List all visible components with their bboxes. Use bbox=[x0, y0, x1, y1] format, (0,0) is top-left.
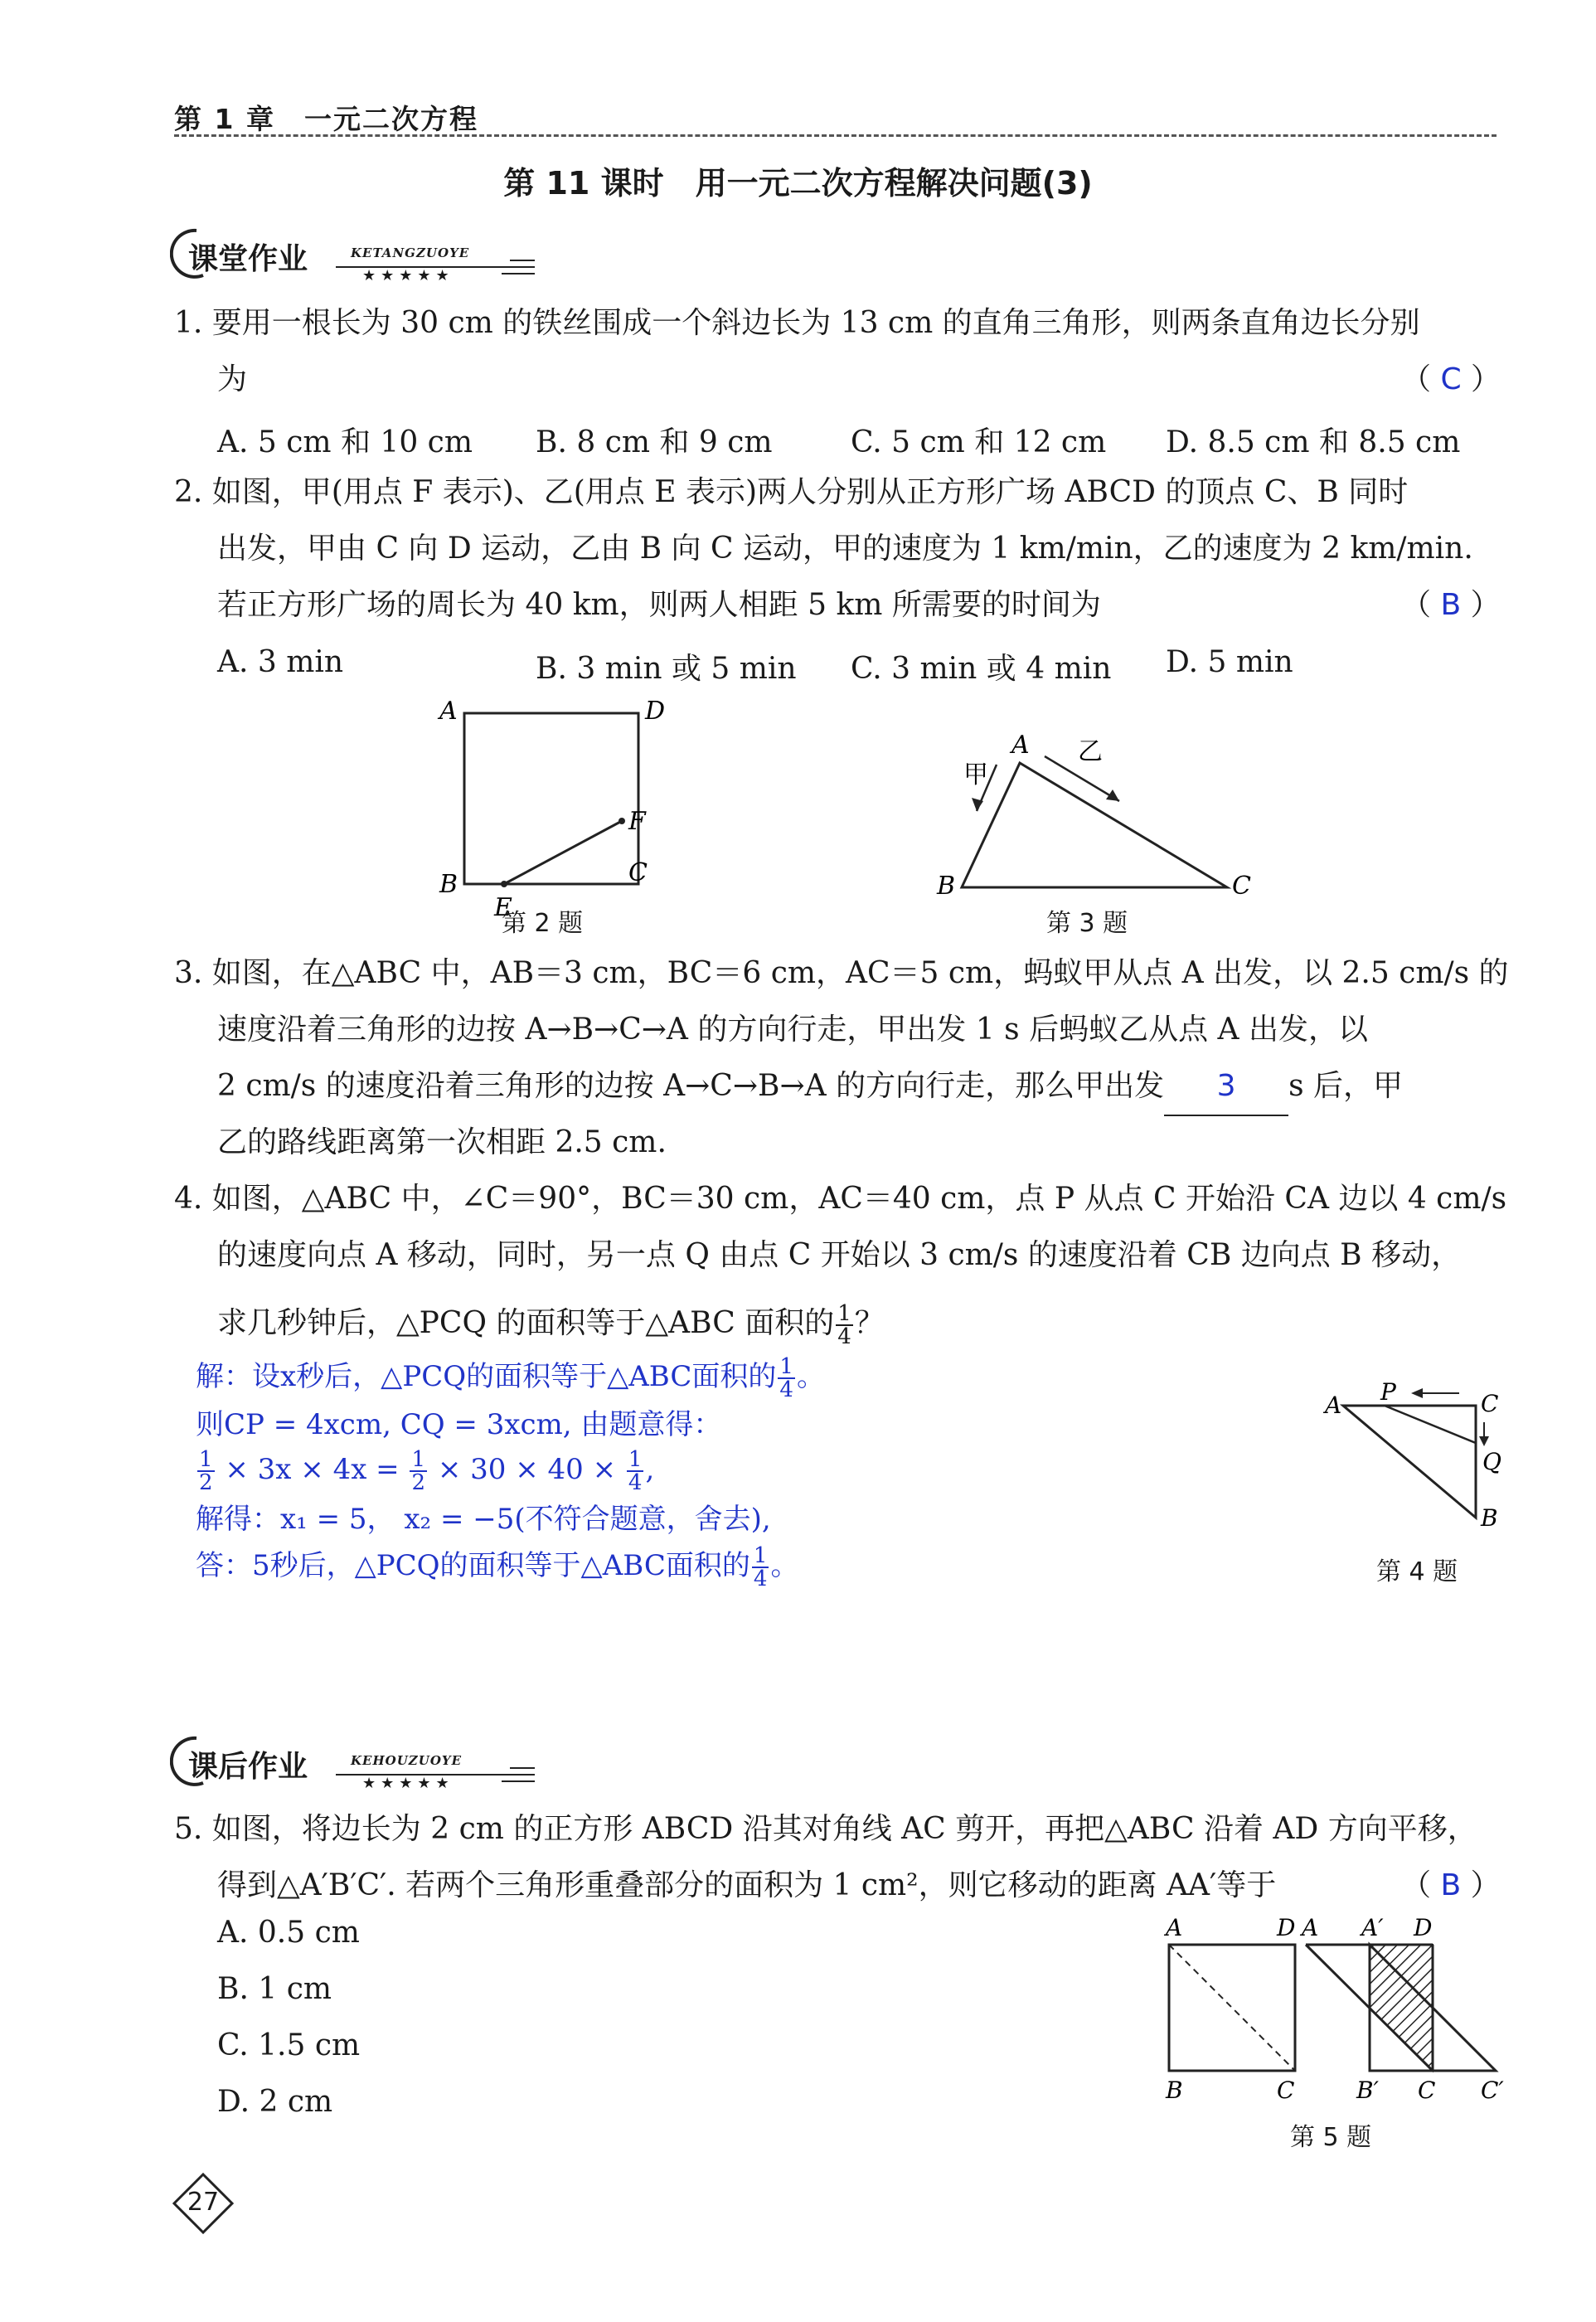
lesson-title: 第 11 课时 用一元二次方程解决问题(3) bbox=[503, 165, 1093, 202]
fig5-label-d2: D bbox=[1414, 1914, 1433, 1941]
fig5-label-a: A bbox=[1166, 1914, 1183, 1941]
q4-solution-line1: 解：设x秒后，△PCQ的面积等于△ABC面积的 $\frac{1}{4}$ 。 bbox=[196, 1354, 825, 1402]
q5-option-a: A. 0.5 cm bbox=[217, 1916, 360, 1950]
figure-4 bbox=[1318, 1377, 1517, 1542]
q5-option-c: C. 1.5 cm bbox=[217, 2028, 361, 2062]
fig3-label-a: A bbox=[1011, 731, 1030, 760]
fig5-label-a2p: A′ bbox=[1361, 1914, 1384, 1941]
q4-line1: 4. 如图，△ABC 中，∠C＝90°，BC＝30 cm，AC＝40 cm，点 P 从点 C 开始沿 CA 边以 4 cm/s bbox=[174, 1182, 1507, 1216]
fig2-label-d: D bbox=[645, 697, 666, 726]
page-number-badge bbox=[172, 2173, 234, 2234]
homework-label: 课后作业 bbox=[188, 1750, 308, 1784]
q5-answer: B bbox=[1440, 1868, 1462, 1902]
fig4-caption: 第 4 题 bbox=[1376, 1557, 1458, 1586]
fig4-label-q: Q bbox=[1482, 1448, 1501, 1475]
fig5-label-b2p: B′ bbox=[1356, 2077, 1379, 2104]
q3-answer-blank: 3 bbox=[1164, 1058, 1288, 1116]
classwork-sub: KETANGZUOYE bbox=[351, 245, 470, 260]
q4-solution-line2: 则CP = 4xcm, CQ = 3xcm, 由题意得： bbox=[196, 1408, 722, 1441]
homework-sub: KEHOUZUOYE bbox=[351, 1753, 463, 1768]
q2-option-c: C. 3 min 或 4 min bbox=[851, 652, 1112, 686]
q3-line2: 速度沿着三角形的边按 A→B→C→A 的方向行走，甲出发 1 s 后蚂蚁乙从点 A 出发，以 bbox=[217, 1013, 1368, 1047]
q2-answer: B bbox=[1440, 588, 1462, 622]
q2-answer-bracket: （ B ） bbox=[1401, 588, 1501, 622]
q1-line1: 1. 要用一根长为 30 cm 的铁丝围成一个斜边长为 13 cm 的直角三角形，则两条直角边长分别 bbox=[174, 306, 1420, 340]
q5-answer-bracket: （ B ） bbox=[1401, 1868, 1501, 1902]
fig2-label-e: E bbox=[494, 893, 512, 922]
q3-line3-b: s 后，甲 bbox=[1288, 1069, 1403, 1103]
classwork-badge bbox=[170, 224, 543, 282]
q4-solution-line3: $\frac{1}{2}$ × 3x × 4x = $\frac{1}{2}$ × 30 × 40 × $\frac{1}{4}$ , bbox=[199, 1447, 655, 1495]
classwork-label: 课堂作业 bbox=[188, 242, 308, 276]
fig5-label-d: D bbox=[1277, 1914, 1296, 1941]
q3-line3-a: 2 cm/s 的速度沿着三角形的边按 A→C→B→A 的方向行走，那么甲出发 bbox=[217, 1069, 1165, 1103]
q4-fraction: $\frac{1}{4}$ bbox=[837, 1301, 851, 1349]
q4-line3-text: 求几秒钟后，△PCQ 的面积等于△ABC 面积的 bbox=[217, 1306, 835, 1340]
fig4-label-a: A bbox=[1325, 1392, 1342, 1419]
q1-answer: C bbox=[1440, 362, 1462, 396]
q1-option-a: A. 5 cm 和 10 cm bbox=[217, 425, 473, 459]
q4-solution-line5: 答：5秒后，△PCQ的面积等于△ABC面积的 $\frac{1}{4}$ 。 bbox=[196, 1543, 799, 1591]
figure-2 bbox=[431, 697, 680, 937]
fig4-label-c: C bbox=[1481, 1390, 1499, 1417]
page-number: 27 bbox=[187, 2188, 220, 2217]
q5-option-b: B. 1 cm bbox=[217, 1972, 332, 2006]
figure-3 bbox=[920, 721, 1252, 896]
fig5-label-a2: A bbox=[1302, 1914, 1319, 1941]
q5-line2: 得到△A′B′C′. 若两个三角形重叠部分的面积为 1 cm²，则它移动的距离 AA′等于 bbox=[217, 1868, 1277, 1902]
q1-line2: 为 bbox=[217, 362, 248, 396]
fig3-label-jia: 甲 bbox=[963, 760, 988, 789]
q2-line2: 出发，甲由 C 向 D 运动，乙由 B 向 C 运动，甲的速度为 1 km/min，乙的速度为 2 km/min. bbox=[217, 532, 1473, 566]
fig3-label-b: B bbox=[937, 872, 956, 896]
homework-badge bbox=[170, 1732, 543, 1790]
homework-stars: ★★★★★ bbox=[362, 1775, 454, 1792]
fig5-label-c: C bbox=[1277, 2077, 1295, 2104]
q4-line3: 求几秒钟后，△PCQ 的面积等于△ABC 面积的 $\frac{1}{4}$ ？ bbox=[217, 1301, 885, 1349]
fig5-label-c2: C bbox=[1418, 2077, 1436, 2104]
classwork-stars: ★★★★★ bbox=[362, 267, 454, 284]
q2-line1: 2. 如图，甲(用点 F 表示)、乙(用点 E 表示)两人分别从正方形广场 ABCD 的顶点 C、B 同时 bbox=[174, 475, 1409, 509]
fig5-label-b: B bbox=[1166, 2077, 1183, 2104]
fig3-label-yi: 乙 bbox=[1078, 737, 1103, 766]
fig2-label-a: A bbox=[439, 697, 458, 726]
fig3-label-c: C bbox=[1232, 872, 1251, 896]
q1-option-c: C. 5 cm 和 12 cm bbox=[851, 425, 1107, 459]
q1-option-b: B. 8 cm 和 9 cm bbox=[536, 425, 773, 459]
fig2-label-c: C bbox=[628, 858, 648, 887]
q4-solution-line4: 解得：x₁ = 5， x₂ = −5(不符合题意，舍去), bbox=[196, 1503, 771, 1536]
header-divider bbox=[174, 134, 1497, 137]
fig2-caption: 第 2 题 bbox=[502, 909, 584, 938]
q2-line3: 若正方形广场的周长为 40 km，则两人相距 5 km 所需要的时间为 bbox=[217, 588, 1101, 622]
q1-option-d: D. 8.5 cm 和 8.5 cm bbox=[1166, 425, 1461, 459]
q1-answer-bracket: （ C ） bbox=[1401, 362, 1501, 396]
q3-line3 bbox=[217, 1058, 1403, 1116]
q4-line2: 的速度向点 A 移动，同时，另一点 Q 由点 C 开始以 3 cm/s 的速度沿着 CB 边向点 B 移动， bbox=[217, 1238, 1462, 1272]
fig4-label-p: P bbox=[1380, 1378, 1396, 1406]
q3-line4: 乙的路线距离第一次相距 2.5 cm. bbox=[217, 1125, 667, 1159]
fig4-label-b: B bbox=[1481, 1504, 1498, 1532]
fig5-caption: 第 5 题 bbox=[1290, 2123, 1372, 2152]
q2-option-a: A. 3 min bbox=[217, 645, 344, 679]
fig5-label-c2p: C′ bbox=[1481, 2077, 1504, 2104]
fig2-label-b: B bbox=[439, 870, 458, 899]
q3-line1: 3. 如图，在△ABC 中，AB＝3 cm，BC＝6 cm，AC＝5 cm，蚂蚁甲从点 A 出发，以 2.5 cm/s 的 bbox=[174, 956, 1509, 990]
q2-option-d: D. 5 min bbox=[1166, 645, 1293, 679]
figure-5 bbox=[1152, 1907, 1517, 2106]
q5-option-d: D. 2 cm bbox=[217, 2085, 333, 2119]
q5-line1: 5. 如图，将边长为 2 cm 的正方形 ABCD 沿其对角线 AC 剪开，再把△ABC 沿着 AD 方向平移， bbox=[174, 1812, 1477, 1846]
chapter-header: 第 1 章 一元二次方程 bbox=[174, 103, 478, 135]
q2-option-b: B. 3 min 或 5 min bbox=[536, 652, 797, 686]
fig2-label-f: F bbox=[628, 807, 646, 836]
fig3-caption: 第 3 题 bbox=[1046, 909, 1128, 938]
